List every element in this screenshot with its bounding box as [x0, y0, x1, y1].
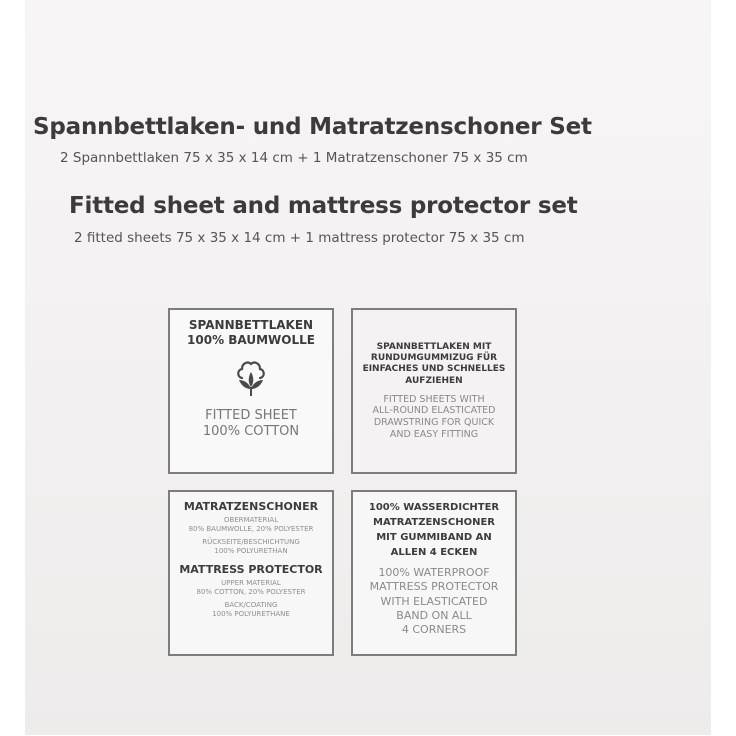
protector-heading-english: MATTRESS PROTECTOR	[179, 562, 323, 576]
text-line: EINFACHES UND SCHNELLES	[362, 364, 506, 375]
text-line: 80% BAUMWOLLE, 20% POLYESTER	[188, 525, 314, 534]
text-line: ALLEN 4 ECKEN	[390, 547, 478, 558]
protector-upper-german	[189, 516, 314, 535]
text-line: RUNDUMGUMMIZUG FÜR	[370, 353, 498, 364]
text-line: FITTED SHEET	[205, 408, 297, 423]
text-line: FITTED SHEETS WITH	[383, 393, 485, 405]
sheet-elastic-box	[351, 308, 517, 474]
text-line: 100% POLYURETHANE	[212, 610, 290, 619]
text-line: OBERMATERIAL	[223, 516, 279, 524]
title-german: Spannbettlaken- und Matratzenschoner Set	[33, 114, 592, 140]
sheet-material-german	[187, 318, 315, 348]
text-line: AND EASY FITTING	[389, 428, 479, 440]
text-line: ALL-ROUND ELASTICATED	[372, 405, 496, 417]
protector-waterproof-german	[369, 500, 499, 560]
sheet-material-english	[203, 408, 299, 440]
text-line: 100% BAUMWOLLE	[187, 333, 315, 347]
title-english: Fitted sheet and mattress protector set	[69, 193, 578, 219]
text-line: RÜCKSEITE/BESCHICHTUNG	[202, 537, 300, 546]
text-line: MATRATZENSCHONER	[373, 517, 495, 528]
sheet-elastic-english	[373, 394, 496, 440]
protector-material-box	[168, 490, 334, 656]
cotton-flower-icon	[236, 358, 266, 404]
sheet-elastic-german	[363, 342, 506, 387]
protector-back-german	[202, 538, 300, 557]
text-line: UPPER MATERIAL	[221, 578, 281, 587]
subtitle-english: 2 fitted sheets 75 x 35 x 14 cm + 1 mattress protector 75 x 35 cm	[74, 230, 525, 246]
text-line: MATTRESS PROTECTOR	[369, 580, 499, 594]
text-line: 80% COTTON, 20% POLYESTER	[196, 588, 306, 597]
sheet-material-box	[168, 308, 334, 474]
text-line: 100% COTTON	[202, 423, 300, 439]
protector-back-english	[212, 601, 290, 620]
text-line: SPANNBETTLAKEN	[188, 318, 314, 332]
text-line: DRAWSTRING FOR QUICK	[373, 417, 495, 428]
protector-waterproof-box	[351, 490, 517, 656]
text-line: WITH ELASTICATED	[380, 594, 488, 608]
protector-waterproof-english	[370, 566, 499, 637]
text-line: 4 CORNERS	[401, 623, 467, 637]
protector-heading-german: MATRATZENSCHONER	[183, 500, 319, 513]
text-line: 100% WASSERDICHTER	[368, 502, 500, 513]
text-line: SPANNBETTLAKEN MIT	[376, 341, 492, 352]
protector-upper-english	[197, 579, 306, 598]
text-line: MIT GUMMIBAND AN	[376, 532, 492, 543]
text-line: 100% WATERPROOF	[378, 566, 490, 579]
text-line: AUFZIEHEN	[405, 375, 463, 386]
subtitle-german: 2 Spannbettlaken 75 x 35 x 14 cm + 1 Matratzenschoner 75 x 35 cm	[60, 150, 528, 166]
text-line: BAND ON ALL	[396, 608, 472, 622]
text-line: BACK/COATING	[224, 600, 278, 609]
text-line: 100% POLYURETHAN	[214, 547, 288, 556]
